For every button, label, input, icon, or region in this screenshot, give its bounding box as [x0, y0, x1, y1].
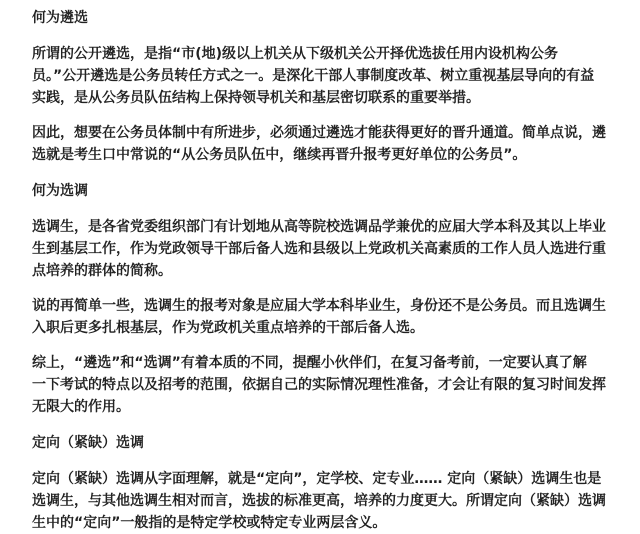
- section-heading-targeted-transfer: 定向（紧缺）选调: [32, 435, 144, 451]
- paragraph: [32, 43, 628, 109]
- paragraph-line: 生到基层工作，作为党政领导干部后备人选和县级以上党政机关高素质的工作人员人选进行重: [32, 241, 606, 257]
- paragraph-line: 因此，想要在公务员体制中有所进步，必须通过遴选才能获得更好的晋升通道。简单点说，遴: [32, 125, 606, 141]
- section-heading-transfer: 何为选调: [32, 183, 88, 199]
- paragraph-line: 所谓的公开遴选，是指“市(地)级以上机关从下级机关公开择优选拔任用内设机构公务: [32, 46, 558, 62]
- paragraph-line: 选调生，是各省党委组织部门有计划地从高等院校选调品学兼优的应届大学本科及其以上毕业: [32, 219, 606, 235]
- section-heading-selection: 何为遴选: [32, 10, 88, 26]
- paragraph-line: 入职后更多扎根基层，作为党政机关重点培养的干部后备人选。: [32, 320, 424, 336]
- paragraph-line: 员。”公开遴选是公务员转任方式之一。是深化干部人事制度改革、树立重视基层导向的有益: [32, 68, 595, 84]
- paragraph-line: 实践，是从公务员队伍结构上保持领导机关和基层密切联系的重要举措。: [32, 90, 480, 106]
- paragraph-line: 生中的“定向”一般指的是特定学校或特定专业两层含义。: [32, 515, 387, 531]
- paragraph: [32, 216, 628, 282]
- paragraph-line: 选调生，与其他选调生相对而言，选拔的标准更高，培养的力度更大。所谓定向（紧缺）选调: [32, 493, 606, 509]
- paragraph: [32, 122, 628, 166]
- paragraph-line: 选就是考生口中常说的“从公务员队伍中，继续再晋升报考更好单位的公务员”。: [32, 147, 527, 163]
- paragraph-line: 无限大的作用。: [32, 399, 130, 415]
- paragraph: [32, 352, 628, 418]
- paragraph: [32, 295, 628, 339]
- paragraph-line: 点培养的群体的简称。: [32, 263, 172, 279]
- paragraph: [32, 468, 628, 534]
- paragraph-line: 说的再简单一些，选调生的报考对象是应届大学本科毕业生，身份还不是公务员。而且选调生: [32, 298, 606, 314]
- paragraph-line: 一下考试的特点以及招考的范围，依据自己的实际情况理性准备，才会让有限的复习时间发挥: [32, 377, 606, 393]
- paragraph-line: 综上，“遴选”和“选调”有着本质的不同，提醒小伙伴们，在复习备考前，一定要认真了解: [32, 355, 587, 371]
- paragraph-line: 定向（紧缺）选调从字面理解，就是“定向”，定学校、定专业…… 定向（紧缺）选调生也是: [32, 471, 602, 487]
